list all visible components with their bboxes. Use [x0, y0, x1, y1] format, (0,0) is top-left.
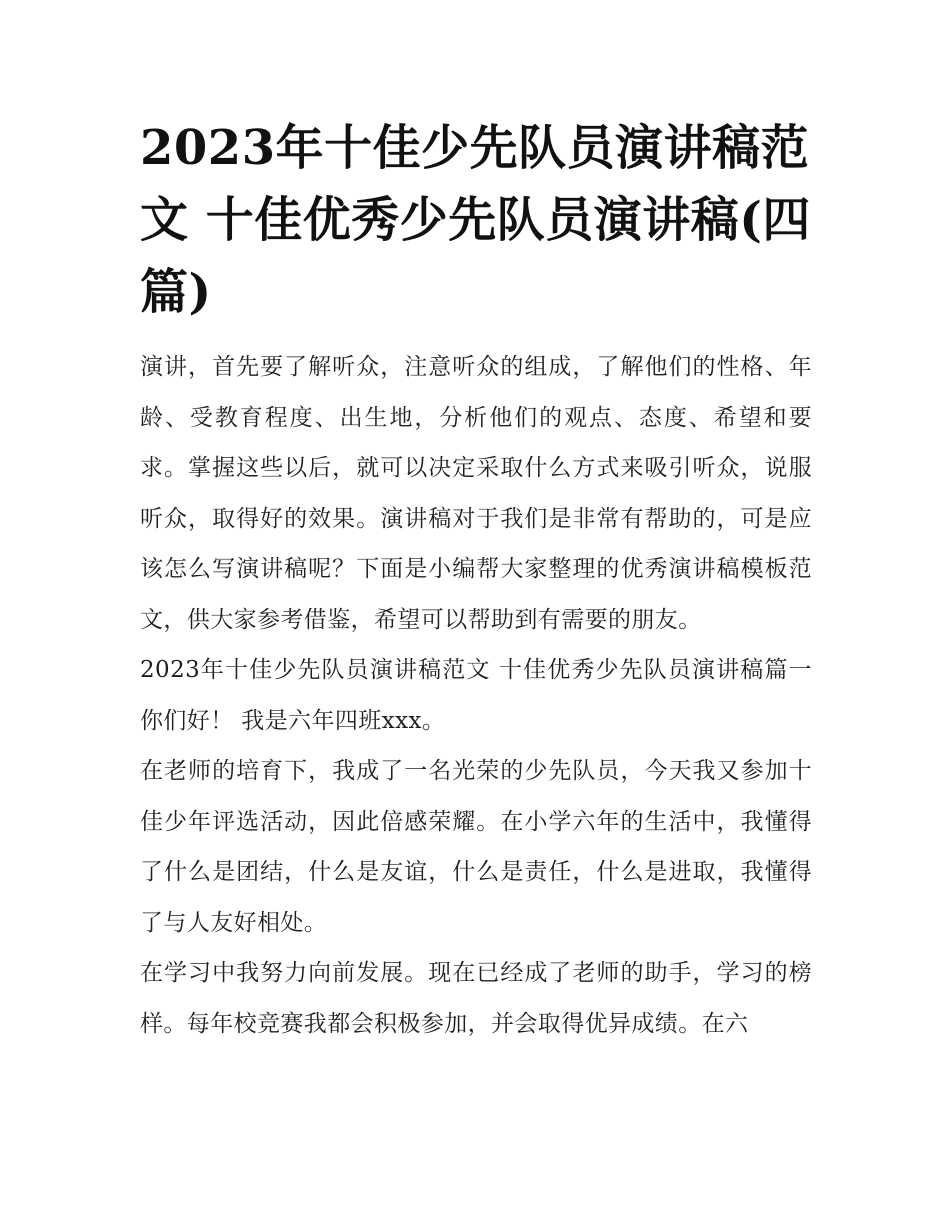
body-paragraph: 在学习中我努力向前发展。现在已经成了老师的助手，学习的榜样。每年校竞赛我都会积极参加，并会取得优异成绩。在六 — [140, 960, 812, 1037]
body-paragraph: 在老师的培育下，我成了一名光荣的少先队员，今天我又参加十佳少年评选活动，因此倍感荣耀。在小学六年的生活中，我懂得了什么是团结，什么是友谊，什么是责任，什么是进取，我懂得了与人友好相处。 — [140, 758, 812, 936]
document-content — [140, 112, 812, 1049]
section-heading-paragraph: 2023年十佳少先队员演讲稿范文 十佳优秀少先队员演讲稿篇一 你们好！ 我是六年四班xxx。 — [140, 657, 812, 734]
intro-paragraph: 演讲，首先要了解听众，注意听众的组成，了解他们的性格、年龄、受教育程度、出生地，分析他们的观点、态度、希望和要求。掌握这些以后，就可以决定采取什么方式来吸引听众，说服听众，取得好的效果。演讲稿对于我们是非常有帮助的，可是应该怎么写演讲稿呢？下面是小编帮大家整理的优秀演讲稿模板范文，供大家参考借鉴，希望可以帮助到有需要的朋友。 — [140, 354, 812, 633]
document-title: 2023年十佳少先队员演讲稿范文 十佳优秀少先队员演讲稿(四篇) — [140, 120, 811, 320]
